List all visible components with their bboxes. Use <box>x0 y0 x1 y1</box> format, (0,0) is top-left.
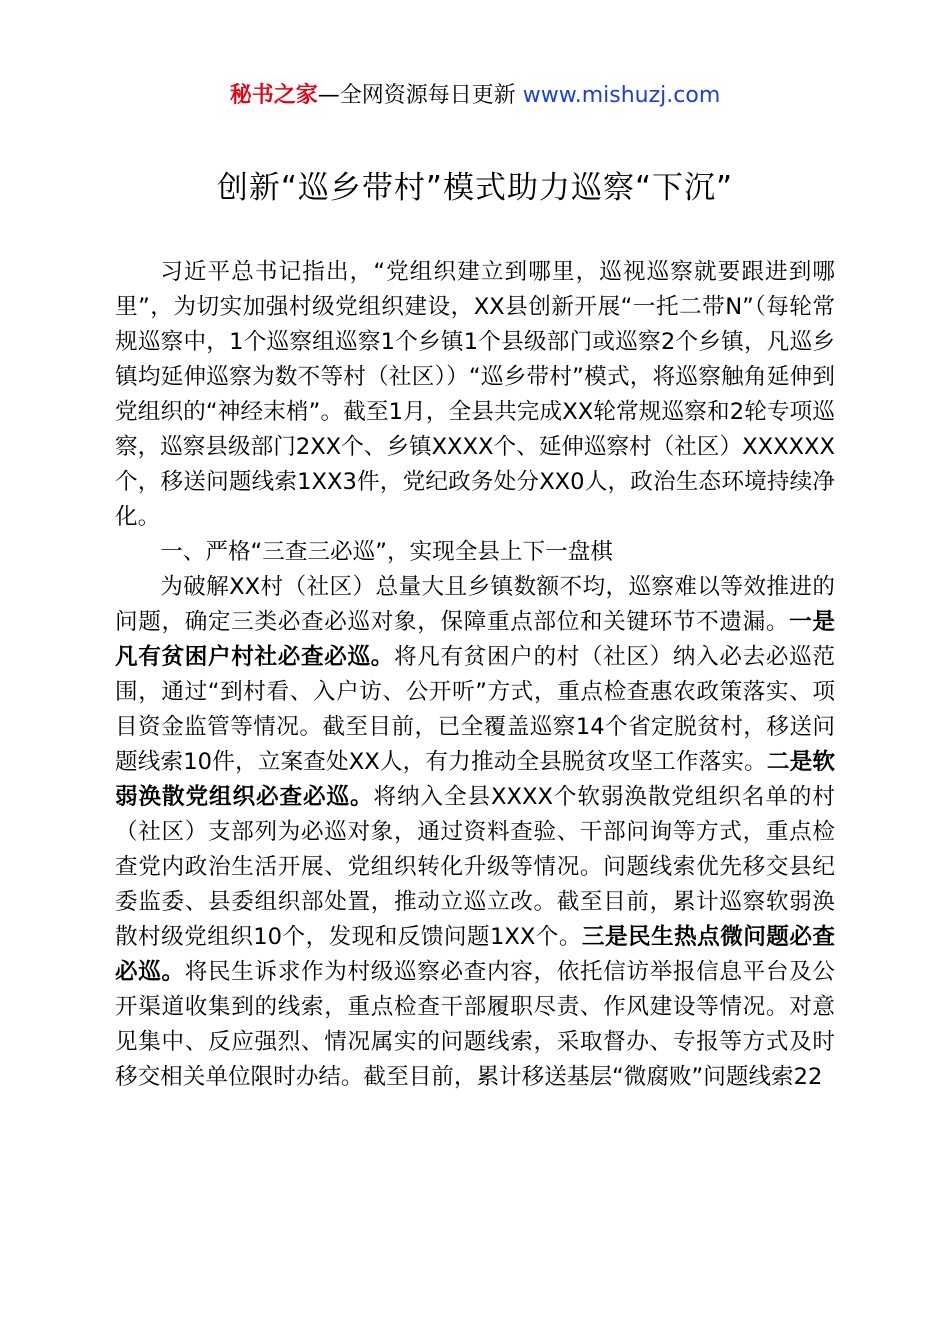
paragraph-text: 为破解XX村（社区）总量大且乡镇数额不均，巡察难以等效推进的问题，确定三类必查必巡对象，保障重点部位和关键环节不遗漏。 <box>115 574 835 635</box>
site-tagline: —全网资源每日更新 <box>317 83 516 108</box>
paragraph-text: 将民生诉求作为村级巡察必查内容，依托信访举报信息平台及公开渠道收集到的线索，重点检查干部履职尽责、作风建设等情况。对意见集中、反应强烈、情况属实的问题线索，采取督办、专报等方式及时移交相关单位限时办结。截至目前，累计移送基层“微腐败”问题线索22 <box>115 959 836 1090</box>
section-heading: 一、严格“三查三必巡”，实现全县上下一盘棋 <box>160 539 613 565</box>
site-header <box>0 80 950 112</box>
paragraph-text: 将凡有贫困户的村（社区）纳入必去必巡范围，通过“到村看、入户访、公开听”方式，重点检查惠农政策落实、项目资金监管等情况。截至目前，已全覆盖巡察14个省定脱贫村，移送问题线索10件，立案查处XX人，有力推动全县脱贫攻坚工作落实。 <box>115 644 836 775</box>
document-title: 创新“巡乡带村”模式助力巡察“下沉” <box>216 170 734 206</box>
bold-point-2: 二是软弱涣散党组织必查必巡。 <box>115 749 835 810</box>
intro-paragraph: 习近平总书记指出，“党组织建立到哪里，巡视巡察就要跟进到哪里”，为切实加强村级党组织建设，XX县创新开展“一托二带N”（每轮常规巡察中，1个巡察组巡察1个乡镇1个县级部门或巡察2个乡镇，凡巡乡镇均延伸巡察为数不等村（社区））“巡乡带村”模式，将巡察触角延伸到党组织的“神经末梢”。截至1月，全县共完成XX轮常规巡察和2轮专项巡察，巡察县级部门2XX个、乡镇XXXX个、延伸巡察村（社区）XXXXXX个，移送问题线索1XX3件，党纪政务处分XX0人，政治生态环境持续净化。 <box>115 259 835 530</box>
paragraph-text: 将纳入全县XXXX个软弱涣散党组织名单的村（社区）支部列为必巡对象，通过资料查验、干部问询等方式，重点检查党内政治生活开展、党组织转化升级等情况。问题线索优先移交县纪委监委、县委组织部处置，推动立巡立改。截至目前，累计巡察软弱涣散村级党组织10个，发现和反馈问题1XX个。 <box>115 784 835 950</box>
site-url-link[interactable]: www.mishuzj.com <box>522 83 721 108</box>
section-paragraph <box>115 570 835 1095</box>
bold-point-1: 一是凡有贫困户村社必查必巡。 <box>115 609 836 670</box>
document-body <box>115 255 835 1095</box>
bold-point-3: 三是民生热点微问题必查必巡。 <box>115 924 836 985</box>
site-brand: 秘书之家 <box>229 83 318 108</box>
